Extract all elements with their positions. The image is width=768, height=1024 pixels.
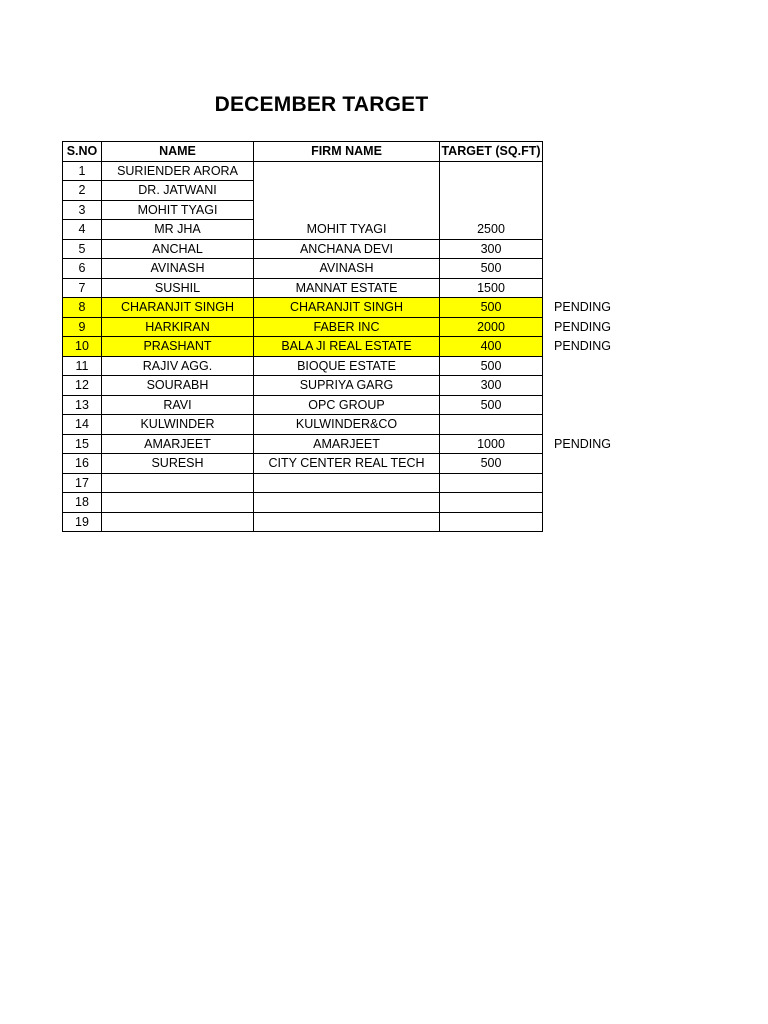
- cell-name[interactable]: [102, 512, 254, 532]
- table-row: [63, 239, 623, 259]
- target-table: [62, 141, 623, 532]
- cell-firm[interactable]: [254, 512, 440, 532]
- header-name[interactable]: NAME: [102, 142, 254, 162]
- cell-firm[interactable]: KULWINDER&CO: [254, 415, 440, 435]
- cell-firm[interactable]: [254, 200, 440, 220]
- cell-target[interactable]: 500: [440, 454, 543, 474]
- cell-sno[interactable]: 16: [63, 454, 102, 474]
- table-row: [63, 473, 623, 493]
- cell-firm[interactable]: AVINASH: [254, 259, 440, 279]
- cell-sno[interactable]: 14: [63, 415, 102, 435]
- cell-name[interactable]: DR. JATWANI: [102, 181, 254, 201]
- cell-firm[interactable]: MOHIT TYAGI: [254, 220, 440, 240]
- cell-sno[interactable]: 7: [63, 278, 102, 298]
- cell-note[interactable]: [543, 181, 623, 201]
- cell-target[interactable]: 500: [440, 395, 543, 415]
- table-row: [63, 454, 623, 474]
- cell-sno[interactable]: 11: [63, 356, 102, 376]
- cell-name[interactable]: [102, 493, 254, 513]
- cell-sno[interactable]: 4: [63, 220, 102, 240]
- cell-name[interactable]: HARKIRAN: [102, 317, 254, 337]
- cell-target[interactable]: 500: [440, 259, 543, 279]
- cell-sno[interactable]: 9: [63, 317, 102, 337]
- cell-firm[interactable]: [254, 161, 440, 181]
- table-row-highlighted: [63, 337, 623, 357]
- header-note-blank[interactable]: [543, 142, 623, 162]
- cell-sno[interactable]: 18: [63, 493, 102, 513]
- cell-target[interactable]: [440, 473, 543, 493]
- cell-note[interactable]: [543, 415, 623, 435]
- table-row: [63, 278, 623, 298]
- table-row: [63, 434, 623, 454]
- cell-target[interactable]: [440, 415, 543, 435]
- cell-target[interactable]: [440, 200, 543, 220]
- cell-firm[interactable]: AMARJEET: [254, 434, 440, 454]
- cell-note[interactable]: [543, 395, 623, 415]
- cell-note[interactable]: [543, 356, 623, 376]
- cell-note[interactable]: [543, 278, 623, 298]
- cell-name[interactable]: AMARJEET: [102, 434, 254, 454]
- cell-name[interactable]: MOHIT TYAGI: [102, 200, 254, 220]
- cell-note[interactable]: PENDING: [554, 300, 611, 315]
- cell-name[interactable]: ANCHAL: [102, 239, 254, 259]
- cell-firm[interactable]: CHARANJIT SINGH: [254, 298, 440, 318]
- cell-target[interactable]: 300: [440, 376, 543, 396]
- table-row-highlighted: [63, 317, 623, 337]
- table-row: [63, 512, 623, 532]
- table-row: [63, 161, 623, 181]
- cell-firm[interactable]: SUPRIYA GARG: [254, 376, 440, 396]
- cell-name[interactable]: SOURABH: [102, 376, 254, 396]
- cell-target[interactable]: 400: [440, 337, 543, 357]
- cell-note[interactable]: [543, 239, 623, 259]
- cell-sno[interactable]: 1: [63, 161, 102, 181]
- table-row: [63, 200, 623, 220]
- cell-sno[interactable]: 6: [63, 259, 102, 279]
- header-firm-name[interactable]: FIRM NAME: [254, 142, 440, 162]
- cell-target[interactable]: [440, 161, 543, 181]
- cell-sno[interactable]: 5: [63, 239, 102, 259]
- cell-name[interactable]: RAJIV AGG.: [102, 356, 254, 376]
- cell-sno[interactable]: 17: [63, 473, 102, 493]
- cell-target[interactable]: 300: [440, 239, 543, 259]
- cell-firm[interactable]: MANNAT ESTATE: [254, 278, 440, 298]
- cell-note[interactable]: [543, 220, 623, 240]
- cell-note[interactable]: PENDING: [554, 319, 611, 334]
- cell-target[interactable]: [440, 512, 543, 532]
- table-row: [63, 415, 623, 435]
- cell-name[interactable]: AVINASH: [102, 259, 254, 279]
- cell-firm[interactable]: ANCHANA DEVI: [254, 239, 440, 259]
- cell-note[interactable]: PENDING: [554, 339, 611, 354]
- cell-target[interactable]: [440, 181, 543, 201]
- cell-firm[interactable]: CITY CENTER REAL TECH: [254, 454, 440, 474]
- table-row: [63, 493, 623, 513]
- cell-target[interactable]: 1500: [440, 278, 543, 298]
- cell-note[interactable]: [543, 161, 623, 181]
- cell-firm[interactable]: FABER INC: [254, 317, 440, 337]
- cell-name[interactable]: MR JHA: [102, 220, 254, 240]
- cell-name[interactable]: PRASHANT: [102, 337, 254, 357]
- cell-note[interactable]: [543, 454, 623, 474]
- cell-target[interactable]: 500: [440, 356, 543, 376]
- table-row: [63, 181, 623, 201]
- cell-sno[interactable]: 10: [63, 337, 102, 357]
- cell-name[interactable]: SURESH: [102, 454, 254, 474]
- sheet-title: DECEMBER TARGET: [214, 93, 429, 116]
- table-row: [63, 395, 623, 415]
- cell-note[interactable]: [543, 200, 623, 220]
- cell-note[interactable]: [543, 376, 623, 396]
- table-row: [63, 220, 623, 240]
- cell-target[interactable]: 1000: [440, 434, 543, 454]
- cell-name[interactable]: SURIENDER ARORA: [102, 161, 254, 181]
- cell-note[interactable]: [543, 493, 623, 513]
- header-row: [63, 142, 623, 162]
- cell-sno[interactable]: 15: [63, 434, 102, 454]
- header-target[interactable]: TARGET (SQ.FT): [440, 142, 543, 162]
- cell-target[interactable]: 500: [440, 298, 543, 318]
- cell-name[interactable]: KULWINDER: [102, 415, 254, 435]
- cell-target[interactable]: 2500: [440, 220, 543, 240]
- cell-name[interactable]: RAVI: [102, 395, 254, 415]
- cell-firm[interactable]: [254, 181, 440, 201]
- table-row-highlighted: [63, 298, 623, 318]
- cell-firm[interactable]: [254, 473, 440, 493]
- cell-name[interactable]: [102, 473, 254, 493]
- cell-sno[interactable]: 13: [63, 395, 102, 415]
- cell-sno[interactable]: 3: [63, 200, 102, 220]
- table-row: [63, 356, 623, 376]
- cell-note[interactable]: PENDING: [554, 436, 611, 451]
- table-row: [63, 376, 623, 396]
- cell-name[interactable]: CHARANJIT SINGH: [102, 298, 254, 318]
- cell-firm[interactable]: BALA JI REAL ESTATE: [254, 337, 440, 357]
- cell-sno[interactable]: 12: [63, 376, 102, 396]
- header-sno[interactable]: S.NO: [63, 142, 102, 162]
- cell-firm[interactable]: OPC GROUP: [254, 395, 440, 415]
- cell-name[interactable]: SUSHIL: [102, 278, 254, 298]
- cell-target[interactable]: 2000: [440, 317, 543, 337]
- cell-sno[interactable]: 2: [63, 181, 102, 201]
- cell-target[interactable]: [440, 493, 543, 513]
- table-row: [63, 259, 623, 279]
- cell-note[interactable]: [543, 473, 623, 493]
- cell-sno[interactable]: 19: [63, 512, 102, 532]
- cell-sno[interactable]: 8: [63, 298, 102, 318]
- cell-firm[interactable]: BIOQUE ESTATE: [254, 356, 440, 376]
- cell-firm[interactable]: [254, 493, 440, 513]
- cell-note[interactable]: [543, 259, 623, 279]
- cell-note[interactable]: [543, 512, 623, 532]
